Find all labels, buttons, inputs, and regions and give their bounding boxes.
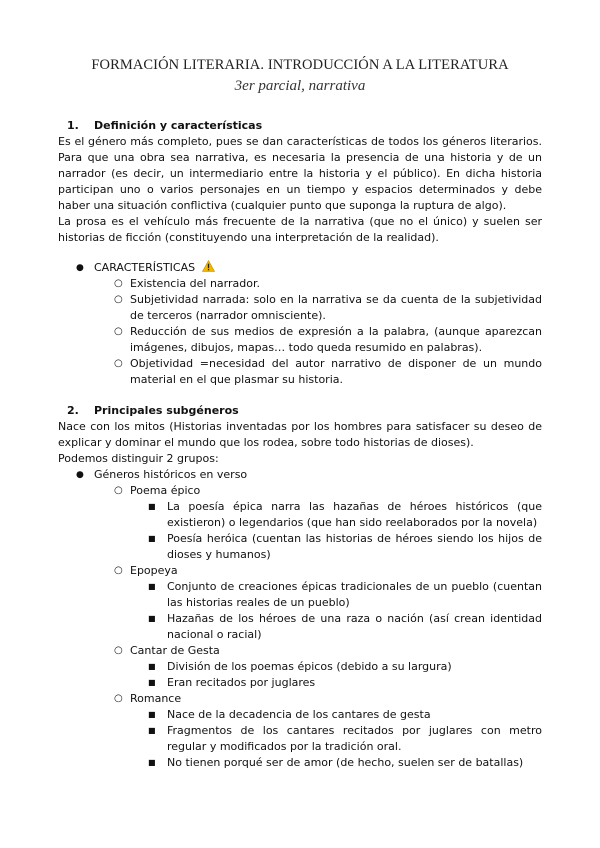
bullet-marker: ■ [148,662,156,671]
bullet-marker: ■ [148,726,156,735]
bullet-marker: ■ [148,758,156,767]
characteristics-label [94,260,394,276]
bullet-marker: ○ [114,278,123,289]
bullet-marker: ○ [114,693,123,704]
characteristic-item: Existencia del narrador. [130,277,260,290]
subgroup-item: Fragmentos de los cantares recitados por juglares con metro regular y modificados por la tradición oral. [167,724,542,753]
section1-paragraph-1: Es el género más completo, pues se dan características de todos los géneros literarios. Para que una obra sea narrativa, es necesaria la presencia de una historia y de un narrador (es decir, un intermediario entre la historia y el público). En dicha historia participan uno o varios personajes en un tiempo y espacios determinados y debe haber una situación conflictiva (cualquier punto que suponga la ruptura de algo). [58,135,542,212]
bullet-marker: ■ [148,678,156,687]
group-label: Géneros históricos en verso [94,468,248,481]
section1-title: Definición y características [94,119,263,132]
subgroup-item: Poesía heróica (cuentan las historias de héroes siendo los hijos de dioses y humanos) [167,532,542,561]
bullet-marker: ○ [114,485,123,496]
subgroup-item: Eran recitados por juglares [167,676,316,689]
bullet-marker: ■ [148,502,156,511]
characteristic-item: Reducción de sus medios de expresión a la palabra, (aunque aparezcan imágenes, dibujos, mapas… todo queda resumido en palabras). [130,325,542,354]
bullet-marker: ■ [148,710,156,719]
document-title: FORMACIÓN LITERARIA. INTRODUCCIÓN A LA LITERATURA [91,57,509,73]
warning-icon [202,260,215,272]
bullet-marker: ○ [114,645,123,656]
subgroup-item: La poesía épica narra las hazañas de héroes históricos (que existieron) o legendarios (que han sido reelaborados por la novela) [167,500,542,529]
subgroup-item: División de los poemas épicos (debido a su largura) [167,660,452,673]
section2-number: 2. [67,404,79,417]
bullet-marker: ○ [114,326,123,337]
subgroup-item: No tienen porqué ser de amor (de hecho, suelen ser de batallas) [167,756,524,769]
bullet-marker: ■ [148,582,156,591]
bullet-marker: ○ [114,565,123,576]
subgroup-item: Conjunto de creaciones épicas tradicionales de un pueblo (cuentan las historias reales de un pueblo) [167,580,542,609]
characteristic-item: Subjetividad narrada: solo en la narrativa se da cuenta de la subjetividad de terceros (narrador omnisciente). [130,293,542,322]
characteristics-text: CARACTERÍSTICAS [94,261,196,274]
section2-paragraph-1: Nace con los mitos (Historias inventadas por los hombres para satisfacer su deseo de explicar y dominar el mundo que los rodea, sobre todo historias de dioses). [58,420,542,449]
bullet-marker: ○ [114,358,123,369]
bullet-marker: ● [76,263,84,273]
bullet-marker: ○ [114,294,123,305]
bullet-marker: ■ [148,534,156,543]
section1-paragraph-2: La prosa es el vehículo más frecuente de la narrativa (que no el único) y suelen ser historias de ficción (constituyendo una interpretación de la realidad). [58,215,542,244]
section1-number: 1. [67,119,79,132]
section2-paragraph-2: Podemos distinguir 2 grupos: [58,452,219,465]
bullet-marker: ● [76,470,84,480]
subgroup-label: Poema épico [130,484,201,497]
section2-title: Principales subgéneros [94,404,239,417]
subgroup-item: Nace de la decadencia de los cantares de gesta [167,708,431,721]
subgroup-item: Hazañas de los héroes de una raza o nación (así crean identidad nacional o racial) [167,612,542,641]
bullet-marker: ■ [148,614,156,623]
subgroup-label: Cantar de Gesta [130,644,220,657]
subgroup-label: Epopeya [130,564,178,577]
document-subtitle: 3er parcial, narrativa [234,78,366,94]
subgroup-label: Romance [130,692,182,705]
characteristic-item: Objetividad =necesidad del autor narrativo de disponer de un mundo material en el que plasmar su historia. [130,357,542,386]
